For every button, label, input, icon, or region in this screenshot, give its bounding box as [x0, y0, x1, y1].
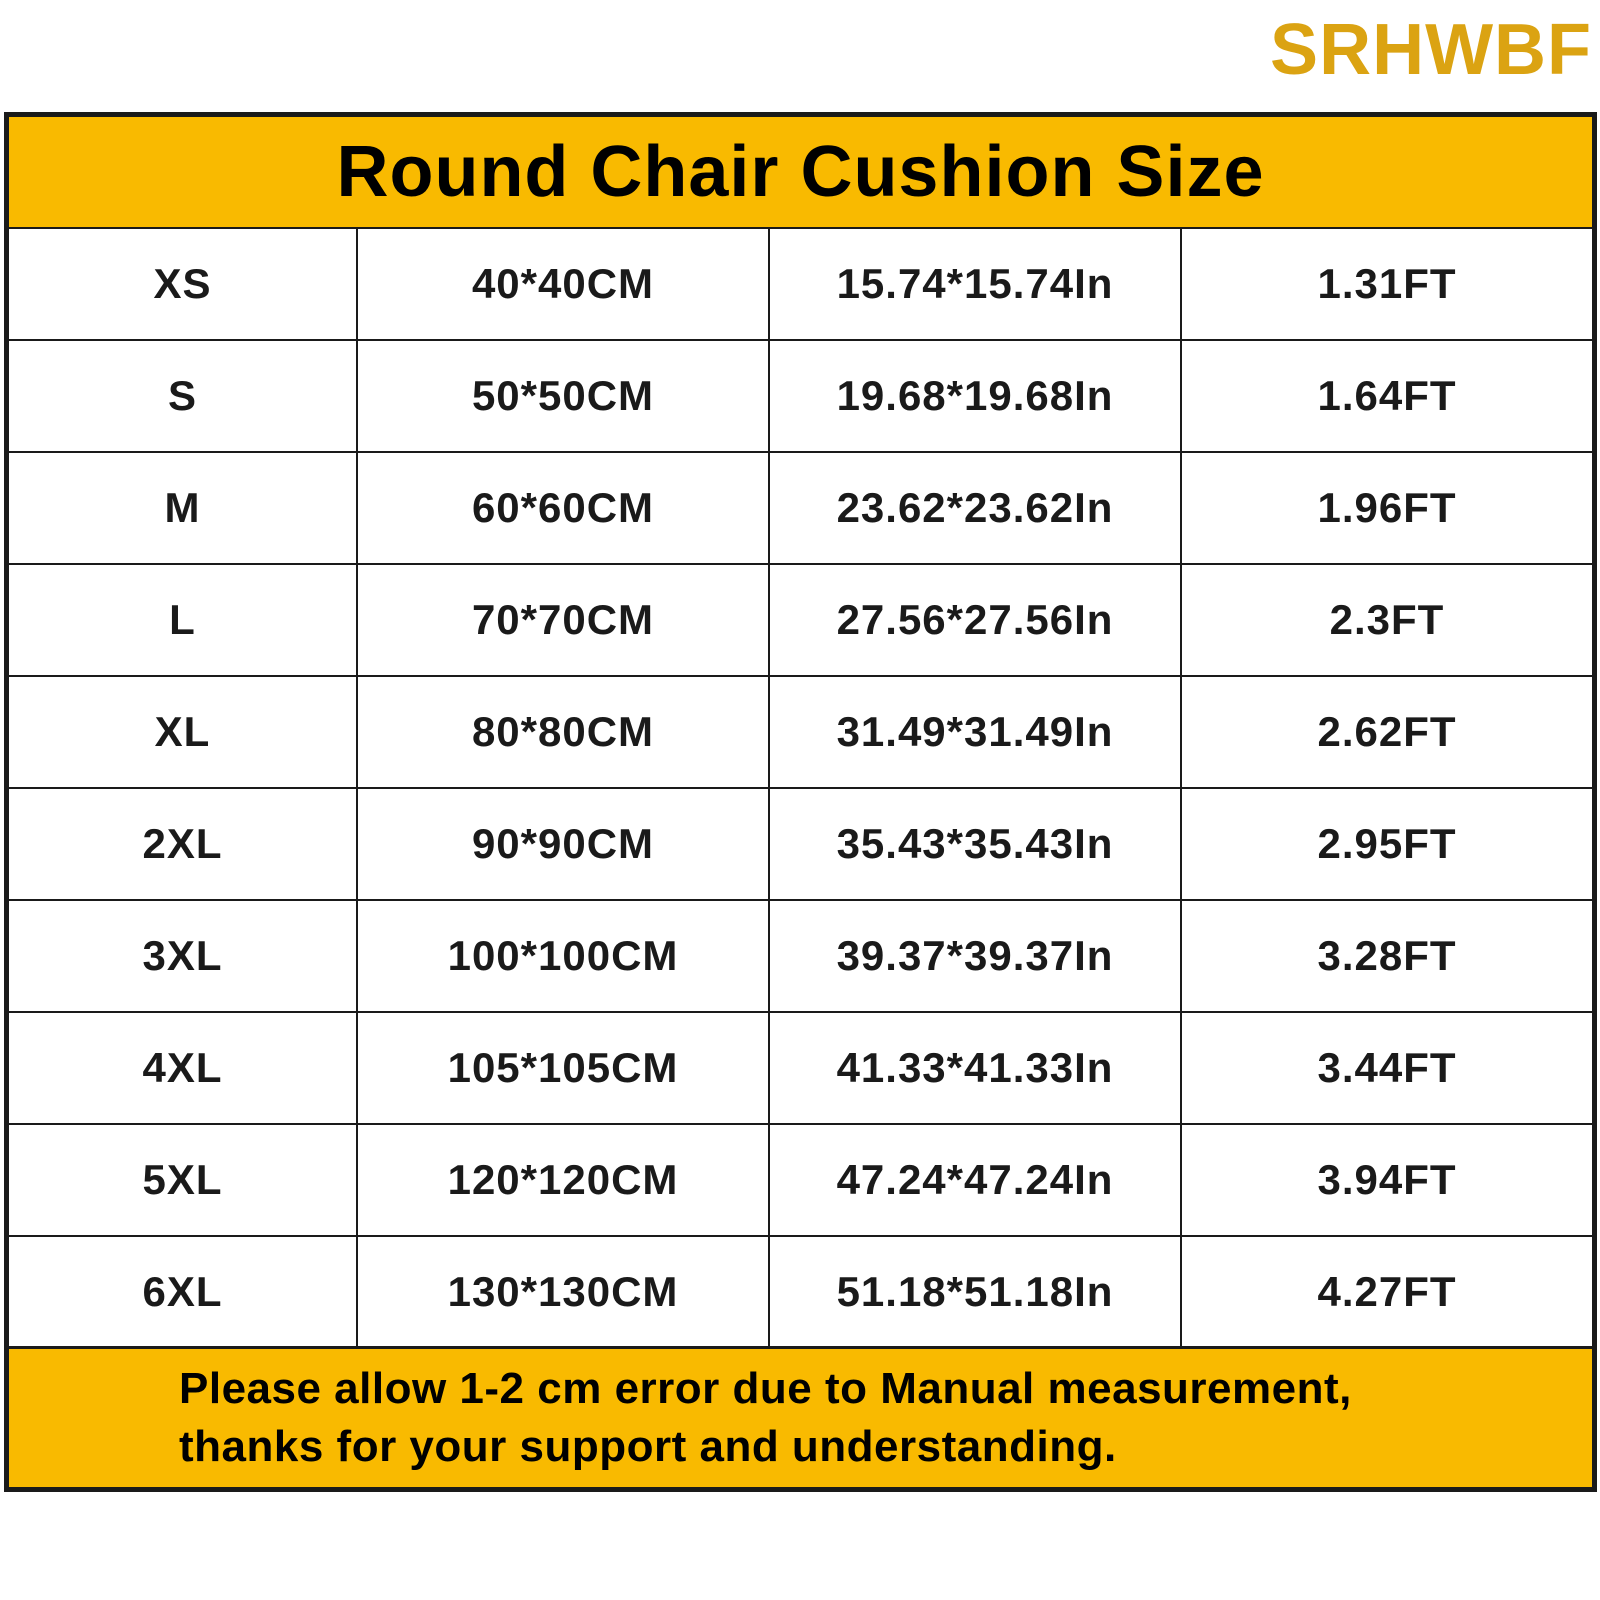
cm-cell: 90*90CM	[358, 789, 770, 899]
size-cell: 6XL	[9, 1237, 358, 1346]
cm-cell: 80*80CM	[358, 677, 770, 787]
size-cell: 4XL	[9, 1013, 358, 1123]
table-row	[9, 229, 1592, 341]
ft-cell: 3.28FT	[1317, 932, 1457, 979]
ft-cell: 4.27FT	[1317, 1267, 1457, 1315]
ft-cell: 3.94FT	[1317, 1156, 1457, 1203]
note-band	[9, 1349, 1592, 1487]
inch-cell: 23.62*23.62In	[770, 453, 1182, 563]
title-band	[9, 117, 1592, 229]
cm-cell: 70*70CM	[358, 565, 770, 675]
size-cell: L	[9, 565, 358, 675]
size-cell: XL	[9, 677, 358, 787]
ft-cell: 2.3FT	[1329, 596, 1445, 643]
ft-cell: 1.31FT	[1317, 260, 1457, 307]
note-line-2: thanks for your support and understanding.	[179, 1422, 1117, 1471]
inch-cell: 41.33*41.33In	[770, 1013, 1182, 1123]
chart-title: Round Chair Cushion Size	[336, 132, 1265, 212]
size-chart-table	[4, 112, 1597, 1492]
brand-logo-text: SRHWBF	[1270, 10, 1592, 90]
table-row	[9, 1013, 1592, 1125]
inch-cell: 15.74*15.74In	[770, 229, 1182, 339]
cm-cell: 50*50CM	[358, 341, 770, 451]
cm-cell: 60*60CM	[358, 453, 770, 563]
ft-cell: 2.62FT	[1317, 708, 1457, 755]
inch-cell: 19.68*19.68In	[770, 341, 1182, 451]
size-rows	[9, 229, 1592, 1349]
cm-cell: 40*40CM	[358, 229, 770, 339]
inch-cell: 27.56*27.56In	[770, 565, 1182, 675]
size-cell: S	[9, 341, 358, 451]
table-row	[9, 1125, 1592, 1237]
size-cell: XS	[9, 229, 358, 339]
cm-cell: 130*130CM	[358, 1237, 770, 1346]
size-cell: 3XL	[9, 901, 358, 1011]
ft-cell: 1.64FT	[1317, 372, 1457, 419]
table-row	[9, 789, 1592, 901]
table-row	[9, 453, 1592, 565]
inch-cell: 51.18*51.18In	[770, 1237, 1182, 1346]
note-line-1: Please allow 1-2 cm error due to Manual measurement,	[179, 1364, 1352, 1413]
inch-cell: 47.24*47.24In	[770, 1125, 1182, 1235]
inch-cell: 39.37*39.37In	[770, 901, 1182, 1011]
cm-cell: 100*100CM	[358, 901, 770, 1011]
size-cell: 2XL	[9, 789, 358, 899]
table-row	[9, 565, 1592, 677]
ft-cell: 3.44FT	[1317, 1044, 1457, 1091]
cm-cell: 105*105CM	[358, 1013, 770, 1123]
cm-cell: 120*120CM	[358, 1125, 770, 1235]
table-row	[9, 1237, 1592, 1349]
table-row	[9, 341, 1592, 453]
ft-cell: 2.95FT	[1317, 820, 1457, 867]
table-row	[9, 901, 1592, 1013]
inch-cell: 35.43*35.43In	[770, 789, 1182, 899]
table-row	[9, 677, 1592, 789]
size-cell: 5XL	[9, 1125, 358, 1235]
size-cell: M	[9, 453, 358, 563]
ft-cell: 1.96FT	[1317, 484, 1457, 531]
inch-cell: 31.49*31.49In	[770, 677, 1182, 787]
